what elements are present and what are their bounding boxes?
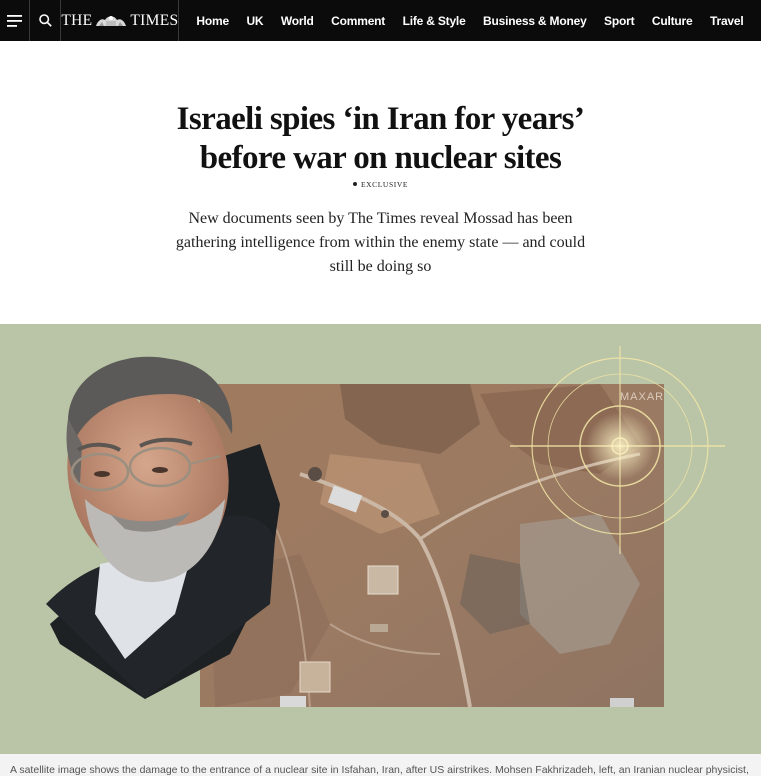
exclusive-label: EXCLUSIVE — [360, 180, 409, 189]
nav-item-sport[interactable]: Sport — [604, 13, 635, 28]
nav-item-world[interactable]: World — [280, 13, 314, 28]
standfirst-line-3: still be doing so — [329, 258, 432, 275]
standfirst-line-2: gathering intelligence from within the enemy state — and could — [175, 234, 586, 251]
hamburger-icon — [7, 15, 22, 27]
royal-crest-icon — [94, 14, 128, 28]
image-caption: A satellite image shows the damage to the entrance of a nuclear site in Isfahan, Iran, after US airstrikes. Mohsen Fakhrizadeh, left, an Iranian nuclear physicist, — [0, 754, 761, 776]
search-icon — [39, 14, 52, 27]
article-headline — [0, 100, 761, 178]
menu-button[interactable] — [0, 0, 30, 41]
nav-item-home[interactable]: Home — [196, 13, 229, 28]
bullet-dot-icon — [353, 182, 357, 186]
headline-line-2: before war on nuclear sites — [199, 140, 562, 176]
the-times-logo[interactable] — [61, 0, 179, 41]
article-standfirst — [0, 207, 761, 279]
logo-text-right: TIMES — [130, 11, 179, 29]
nav-item-travel[interactable]: Travel — [710, 13, 744, 28]
headline-line-1: Israeli spies ‘in Iran for years’ — [176, 101, 585, 137]
nav-item-business-money[interactable]: Business & Money — [483, 13, 587, 28]
maxar-watermark: MAXAR — [620, 391, 665, 403]
nav-item-comment[interactable]: Comment — [331, 13, 386, 28]
nav-item-culture[interactable]: Culture — [651, 13, 693, 28]
top-navigation-bar — [0, 0, 761, 41]
nav-item-uk[interactable]: UK — [246, 13, 264, 28]
logo-text-left: THE — [61, 11, 93, 29]
section-navigation — [179, 0, 761, 41]
hero-illustration — [0, 324, 761, 754]
hero-image — [0, 324, 761, 754]
standfirst-line-1: New documents seen by The Times reveal Mossad has been — [188, 210, 573, 227]
exclusive-tag — [0, 180, 761, 189]
nav-item-life-style[interactable]: Life & Style — [402, 13, 466, 28]
search-button[interactable] — [30, 0, 62, 41]
